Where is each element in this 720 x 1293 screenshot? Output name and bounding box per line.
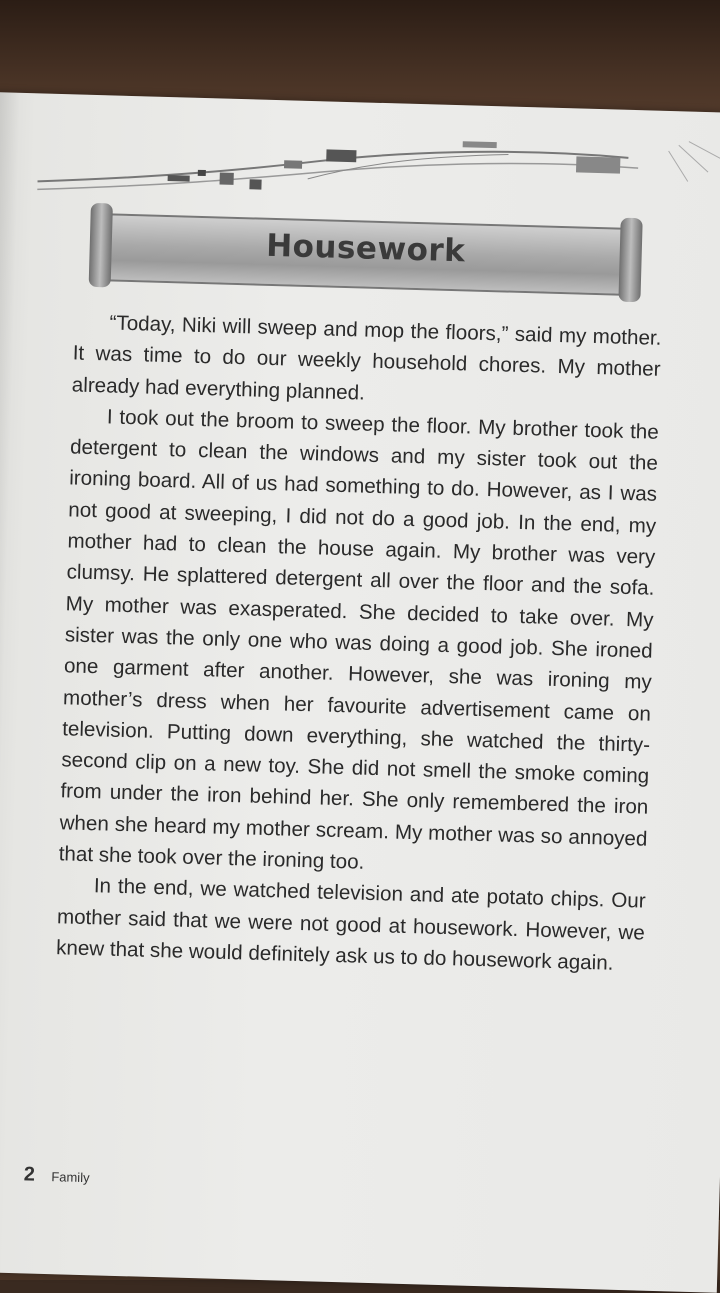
- paragraph-1: “Today, Niki will sweep and mop the floors,” said my mother. It was time to do our weekly household chores. My mother already had everything planned.: [71, 311, 662, 405]
- chapter-name: Family: [51, 1169, 90, 1186]
- paragraph-3: In the end, we watched television and ate potato chips. Our mother said that we were not good at housework. However, we knew that she would definitely ask us to do housework again.: [55, 874, 646, 975]
- page-number: 2: [23, 1163, 36, 1186]
- title-scroll-banner: [85, 203, 647, 303]
- page-footer: [23, 1163, 89, 1188]
- book-page: [0, 92, 720, 1293]
- page-title: Housework: [265, 227, 466, 270]
- story-text: [56, 306, 662, 979]
- paragraph-2: I took out the broom to sweep the floor. My brother took the detergent to clean the windows and my sister took out the ironing board. All of us had something to do. However, as I was not good at sweeping, I did not do a good job. In the end, my mother had to clean the house again. My brother was very clumsy. He splattered detergent all over the floor and the sofa. My mother was exasperated. She decided to take over. My sister was the only one who was doing a good job. She ironed one garment after another. However, she was ironing my mother’s dress when her favourite advertisement came on television. Putting down everything, she watched the thirty-second clip on a new toy. She did not smell the smoke coming from under the iron behind her. She only remembered the iron when she heard my mother scream. My mother was so annoyed that she took over the ironing too.: [58, 405, 660, 874]
